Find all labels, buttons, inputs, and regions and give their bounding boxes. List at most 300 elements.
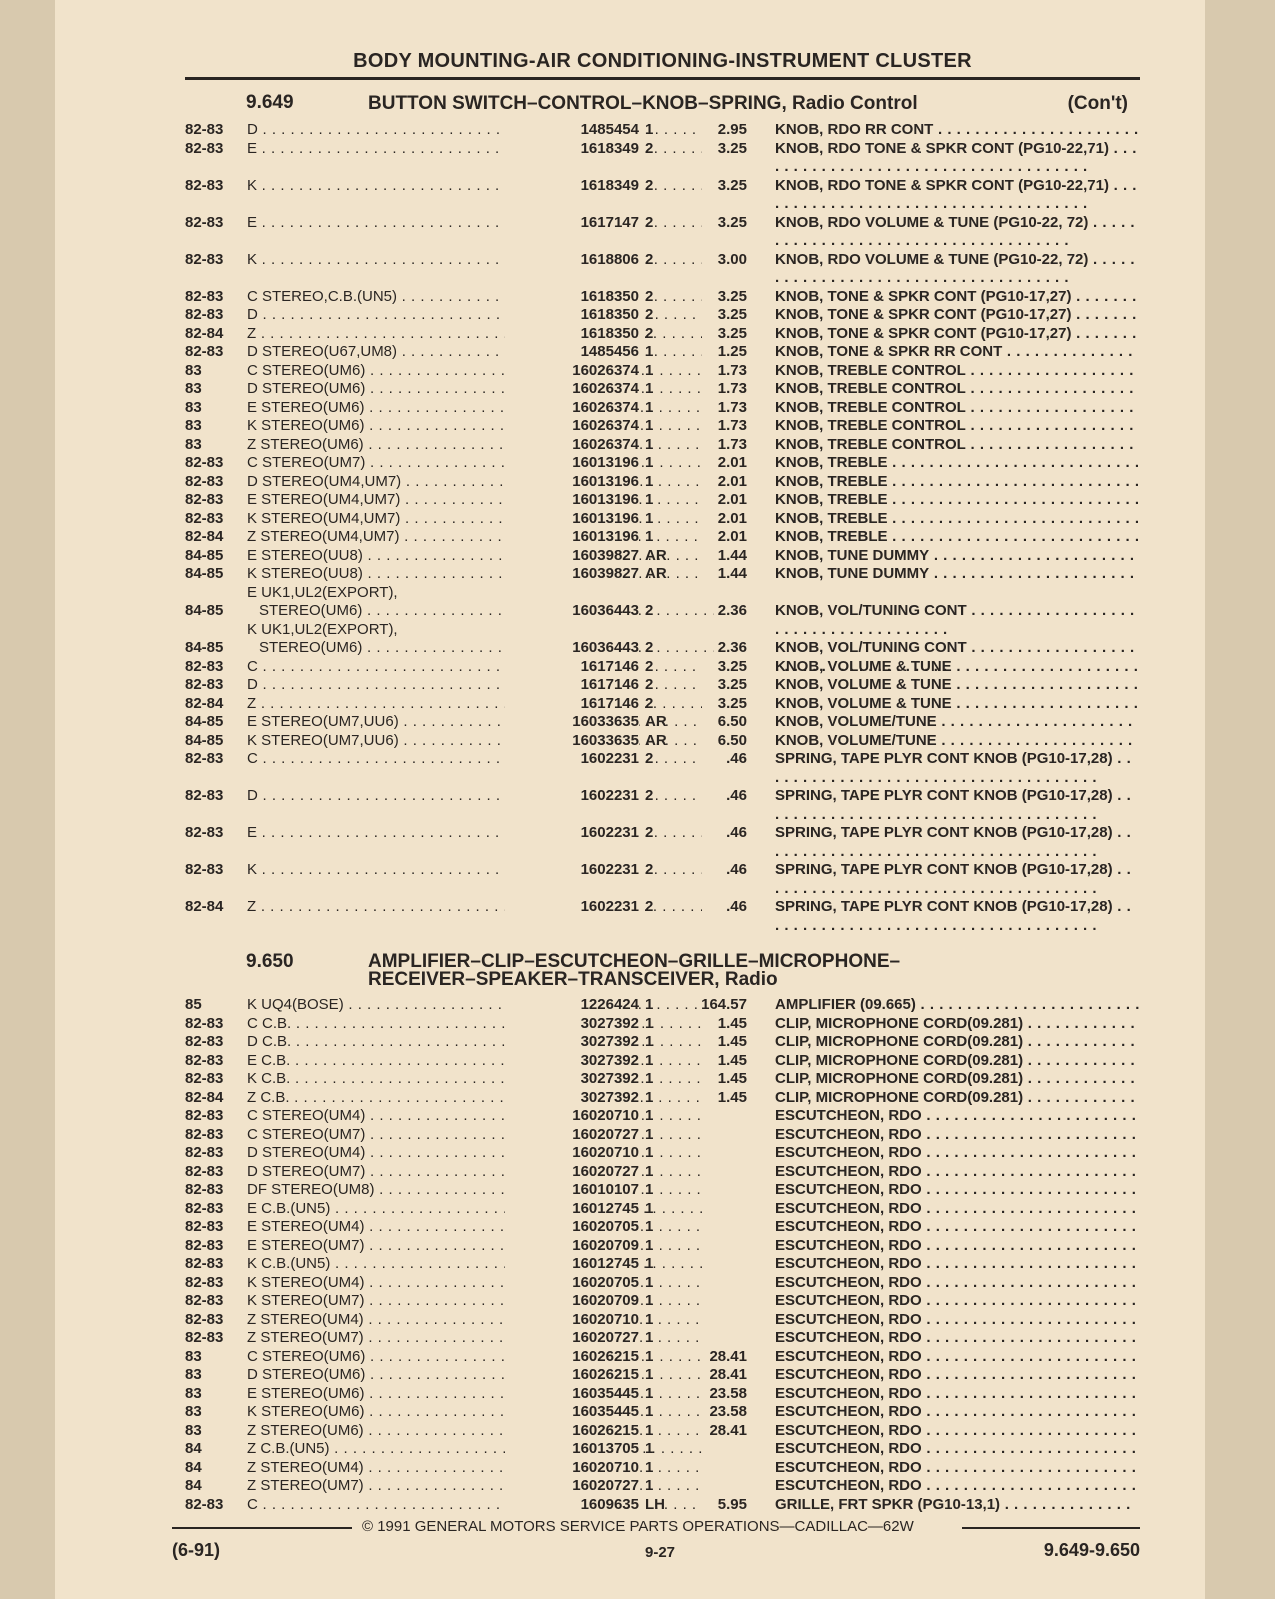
table-row (185, 1385, 1140, 1404)
model-years: 83 (185, 1347, 202, 1365)
footer-rule-left (172, 1527, 352, 1529)
table-row (185, 1477, 1140, 1496)
model-years: 82-83 (185, 824, 224, 841)
description: ESCUTCHEON, RDO . . . (775, 1422, 1140, 1441)
table-row (185, 1181, 1140, 1200)
application: Z STEREO(UM7) . . . (247, 1477, 702, 1496)
price: 2.01 (717, 454, 747, 471)
model-years: 82-83 (185, 1014, 224, 1032)
application: C . . . (247, 1496, 702, 1515)
description: KNOB, RDO VOLUME & TUNE (PG10-22, 72) . . . (775, 214, 1140, 251)
part-number: 16013196 (505, 473, 639, 492)
application: Z STEREO(UM4) . . . (247, 1459, 702, 1478)
application: E STEREO(UM7) . . . (247, 1237, 702, 1256)
price: 164.57 (701, 996, 747, 1013)
part-number: 16013705 (505, 1440, 639, 1459)
price: 3.25 (717, 287, 747, 305)
part-number: 1485454 (505, 121, 639, 140)
part-number: 16035445 (505, 1403, 639, 1422)
table-row (185, 1255, 1140, 1274)
price: 23.58 (709, 1384, 747, 1402)
description: KNOB, TREBLE . . . (775, 473, 1140, 492)
model-years: 83 (185, 361, 202, 379)
application: E STEREO(UM4) . . . (247, 1218, 702, 1237)
price: 1.45 (717, 1070, 747, 1087)
price: 2.36 (717, 602, 747, 619)
part-number: 1226424 (505, 996, 639, 1015)
application: D STEREO(U67,UM8) . . . (247, 343, 702, 362)
part-number: 16026374 (505, 380, 639, 399)
quantity: 2 (645, 657, 654, 675)
quantity: 1 (645, 1107, 654, 1124)
quantity: 1 (645, 1033, 654, 1050)
description: ESCUTCHEON, RDO . . . (775, 1107, 1140, 1126)
application: D STEREO(UM6) . . . (247, 1366, 702, 1385)
price: 28.41 (709, 1347, 747, 1365)
price: 1.45 (717, 1051, 747, 1069)
application: K STEREO(UM6) . . . (247, 1403, 702, 1422)
application: E . . . (247, 140, 702, 159)
description: ESCUTCHEON, RDO . . . (775, 1348, 1140, 1367)
model-years: 83 (185, 398, 202, 416)
table-row (185, 1311, 1140, 1330)
price: 6.50 (717, 713, 747, 730)
application: K UQ4(BOSE) . . . (247, 996, 702, 1015)
description: SPRING, TAPE PLYR CONT KNOB (PG10-17,28) . . . (775, 898, 1140, 935)
application: K C.B. . . . (247, 1070, 702, 1089)
application: Z STEREO(UM4,UM7) . . . (247, 528, 702, 547)
description: SPRING, TAPE PLYR CONT KNOB (PG10-17,28) . . . (775, 750, 1140, 787)
section-number: 9.649 (246, 92, 294, 113)
application: D C.B. . . . (247, 1033, 702, 1052)
application: Z . . . (247, 325, 702, 344)
part-number: 1609635 (505, 1496, 639, 1515)
price: 1.44 (717, 546, 747, 564)
model-years: 83 (185, 380, 202, 397)
application: D STEREO(UM6) . . . (247, 380, 702, 399)
description: ESCUTCHEON, RDO . . . (775, 1237, 1140, 1256)
quantity: 1 (645, 454, 654, 471)
table-row (185, 584, 1140, 621)
table-row (185, 1144, 1140, 1163)
quantity: 2 (645, 824, 654, 841)
model-years: 82-83 (185, 787, 224, 804)
model-years: 82-83 (185, 657, 224, 675)
price: 1.73 (717, 361, 747, 379)
model-years: 82-83 (185, 250, 224, 268)
part-number: 1618350 (505, 325, 639, 344)
table-row (185, 1459, 1140, 1478)
model-years: 82-84 (185, 528, 224, 545)
price: 2.95 (717, 121, 747, 138)
model-years: 82-83 (185, 1495, 224, 1513)
model-years: 82-83 (185, 454, 224, 471)
model-years: 83 (185, 417, 202, 434)
quantity: 1 (645, 1292, 654, 1309)
price: 3.25 (717, 657, 747, 675)
part-number: 1617146 (505, 676, 639, 695)
price: .46 (726, 861, 747, 878)
model-years: 82-83 (185, 1310, 224, 1328)
part-number: 16033635 (505, 732, 639, 751)
price: 1.45 (717, 1033, 747, 1050)
price: 5.95 (717, 1495, 747, 1513)
model-years: 82-83 (185, 1125, 224, 1143)
application: E STEREO(UU8) . . . (247, 547, 702, 566)
quantity: 1 (645, 121, 654, 138)
quantity: 2 (645, 676, 654, 693)
price: 1.45 (717, 1088, 747, 1106)
price: 3.00 (717, 250, 747, 268)
quantity: 1 (645, 1477, 654, 1494)
part-number: 3027392 (505, 1052, 639, 1071)
part-number: 16026374 (505, 436, 639, 455)
model-years: 82-83 (185, 306, 224, 323)
price: 3.25 (717, 676, 747, 693)
description: KNOB, TREBLE . . . (775, 510, 1140, 529)
price: 2.01 (717, 472, 747, 490)
description: ESCUTCHEON, RDO . . . (775, 1329, 1140, 1348)
model-years: 82-84 (185, 324, 224, 342)
quantity: 2 (645, 324, 654, 342)
application: K . . . (247, 251, 702, 270)
price: 3.25 (717, 324, 747, 342)
description: SPRING, TAPE PLYR CONT KNOB (PG10-17,28) . . . (775, 861, 1140, 898)
table-row (185, 1015, 1140, 1034)
part-number: 1618350 (505, 306, 639, 325)
description: CLIP, MICROPHONE CORD(09.281) . . . (775, 1070, 1140, 1089)
model-years: 82-83 (185, 1181, 224, 1198)
model-years: 82-83 (185, 509, 224, 527)
part-number: 16012745 (505, 1200, 639, 1219)
footer-section-range: 9.649-9.650 (1043, 1540, 1140, 1560)
table-row (185, 306, 1140, 325)
application: D STEREO(UM4,UM7) . . . (247, 473, 702, 492)
continued-label: (Con't) (1067, 93, 1128, 114)
price: 1.73 (717, 435, 747, 453)
quantity: 2 (645, 861, 654, 878)
quantity: 2 (645, 694, 654, 712)
part-number: 1617146 (505, 658, 639, 677)
quantity: 2 (645, 898, 654, 915)
table-row (185, 1033, 1140, 1052)
application: K STEREO(UM4) . . . (247, 1274, 702, 1293)
quantity: 1 (645, 1162, 654, 1180)
price: 1.25 (717, 343, 747, 360)
part-number: 16013196 (505, 491, 639, 510)
part-number: 16036443 (505, 602, 639, 621)
part-number: 3027392 (505, 1070, 639, 1089)
quantity: 1 (645, 1458, 654, 1476)
table-row (185, 732, 1140, 751)
part-number: 16026374 (505, 399, 639, 418)
part-number: 1602231 (505, 787, 639, 806)
part-number: 1618349 (505, 140, 639, 159)
model-years: 84-85 (185, 602, 224, 619)
table-row (185, 1070, 1140, 1089)
description: ESCUTCHEON, RDO . . . (775, 1274, 1140, 1293)
application: E C.B. . . . (247, 1052, 702, 1071)
description: KNOB, TUNE DUMMY . . . (775, 547, 1140, 566)
model-years: 84-85 (185, 639, 224, 656)
section-title-text: BUTTON SWITCH–CONTROL–KNOB–SPRING, Radio Control (368, 93, 918, 114)
application: K . . . (247, 177, 702, 196)
quantity: 1 (645, 417, 654, 434)
part-number: 1485456 (505, 343, 639, 362)
application: C STEREO(UM6) . . . (247, 362, 702, 381)
application: Z STEREO(UM7) . . . (247, 1329, 702, 1348)
table-row (185, 695, 1140, 714)
table-row (185, 1348, 1140, 1367)
model-years: 82-83 (185, 1273, 224, 1291)
description: KNOB, TREBLE CONTROL . . . (775, 417, 1140, 436)
quantity: 2 (645, 139, 654, 157)
description: ESCUTCHEON, RDO . . . (775, 1126, 1140, 1145)
model-years: 82-83 (185, 750, 224, 767)
model-years: 82-83 (185, 1070, 224, 1087)
price: 3.25 (717, 213, 747, 231)
model-years: 82-83 (185, 1292, 224, 1309)
table-row (185, 1403, 1140, 1422)
quantity: 1 (645, 1125, 654, 1143)
quantity: 2 (645, 639, 654, 656)
quantity: 2 (645, 250, 654, 268)
table-row (185, 473, 1140, 492)
model-years: 82-83 (185, 121, 224, 138)
model-years: 83 (185, 1403, 202, 1420)
description: KNOB, TREBLE . . . (775, 491, 1140, 510)
parts-table-9650 (185, 996, 1140, 1514)
model-years: 82-83 (185, 139, 224, 157)
application: E STEREO(UM6) . . . (247, 399, 702, 418)
quantity: 1 (645, 509, 654, 527)
table-row (185, 491, 1140, 510)
quantity: 1 (645, 343, 654, 360)
model-years: 83 (185, 1384, 202, 1402)
part-number: 16020727 (505, 1477, 639, 1496)
application: Z STEREO(UM6) . . . (247, 436, 702, 455)
description: KNOB, VOLUME/TUNE . . . (775, 732, 1140, 751)
price: .46 (726, 898, 747, 915)
application: E UK1,UL2(EXPORT), (247, 583, 398, 601)
table-row (185, 1440, 1140, 1459)
part-number: 1618349 (505, 177, 639, 196)
application: K STEREO(UM4,UM7) . . . (247, 510, 702, 529)
application: D . . . (247, 676, 702, 695)
part-number: 16020727 (505, 1163, 639, 1182)
table-row (185, 1200, 1140, 1219)
application: Z C.B. . . . (247, 1089, 702, 1108)
part-number: 16036443 (505, 639, 639, 658)
model-years: 82-84 (185, 694, 224, 712)
footer-rule-right (962, 1527, 1140, 1529)
application: C STEREO(UM7) . . . (247, 1126, 702, 1145)
header-rule (185, 77, 1140, 80)
part-number: 16026215 (505, 1366, 639, 1385)
quantity: 1 (645, 1366, 654, 1383)
price: 6.50 (717, 731, 747, 749)
application: Z C.B.(UN5) . . . (247, 1440, 702, 1459)
model-years: 82-83 (185, 1162, 224, 1180)
part-number: 3027392 (505, 1033, 639, 1052)
quantity: 1 (645, 1014, 654, 1032)
table-row (185, 1089, 1140, 1108)
quantity: 1 (645, 1181, 654, 1198)
table-row (185, 362, 1140, 381)
price: 1.44 (717, 565, 747, 582)
part-number: 16035445 (505, 1385, 639, 1404)
table-row (185, 177, 1140, 214)
description: KNOB, VOLUME & TUNE . . . (775, 658, 1140, 677)
description: ESCUTCHEON, RDO . . . (775, 1440, 1140, 1459)
description: KNOB, VOLUME & TUNE . . . (775, 676, 1140, 695)
description: ESCUTCHEON, RDO . . . (775, 1403, 1140, 1422)
description: ESCUTCHEON, RDO . . . (775, 1366, 1140, 1385)
quantity: 2 (645, 176, 654, 194)
description: KNOB, TREBLE CONTROL . . . (775, 362, 1140, 381)
quantity: 1 (645, 1440, 654, 1457)
description: ESCUTCHEON, RDO . . . (775, 1181, 1140, 1200)
application: K STEREO(UM7) . . . (247, 1292, 702, 1311)
part-number: 16012745 (505, 1255, 639, 1274)
table-row (185, 1292, 1140, 1311)
application: Z . . . (247, 898, 702, 917)
quantity: LH (645, 1495, 665, 1513)
model-years: 82-83 (185, 1218, 224, 1235)
table-row (185, 565, 1140, 584)
part-number: 1617146 (505, 695, 639, 714)
model-years: 83 (185, 1366, 202, 1383)
table-row (185, 824, 1140, 861)
quantity: 1 (645, 435, 654, 453)
quantity: 2 (645, 287, 654, 305)
model-years: 82-83 (185, 1033, 224, 1050)
quantity: 1 (645, 996, 654, 1013)
part-number: 16020705 (505, 1218, 639, 1237)
table-row (185, 676, 1140, 695)
model-years: 82-83 (185, 1329, 224, 1346)
description: KNOB, RDO RR CONT . . . (775, 121, 1140, 140)
application: K C.B.(UN5) . . . (247, 1255, 702, 1274)
quantity: 1 (645, 380, 654, 397)
price: 2.01 (717, 528, 747, 545)
price: 3.25 (717, 306, 747, 323)
table-row (185, 454, 1140, 473)
description: KNOB, VOL/TUNING CONT . . . (775, 602, 1140, 639)
application: K . . . (247, 861, 702, 880)
part-number: 16020710 (505, 1144, 639, 1163)
part-number: 16026374 (505, 417, 639, 436)
part-number: 1617147 (505, 214, 639, 233)
quantity: 1 (645, 1273, 654, 1291)
table-row (185, 121, 1140, 140)
quantity: 1 (645, 1218, 654, 1235)
model-years: 83 (185, 1421, 202, 1439)
table-row (185, 399, 1140, 418)
application: D STEREO(UM4) . . . (247, 1144, 702, 1163)
description: SPRING, TAPE PLYR CONT KNOB (PG10-17,28) . . . (775, 824, 1140, 861)
part-number: 16026374 (505, 362, 639, 381)
application: K UK1,UL2(EXPORT), (247, 620, 398, 638)
table-row (185, 417, 1140, 436)
part-number: 16020727 (505, 1126, 639, 1145)
quantity: 1 (645, 1421, 654, 1439)
description: KNOB, TREBLE CONTROL . . . (775, 380, 1140, 399)
part-number: 16039827 (505, 547, 639, 566)
model-years: 84 (185, 1477, 202, 1494)
application: C C.B. . . . (247, 1015, 702, 1034)
price: .46 (726, 787, 747, 804)
part-number: 1618350 (505, 288, 639, 307)
application: Z . . . (247, 695, 702, 714)
part-number: 16020710 (505, 1107, 639, 1126)
description: KNOB, TONE & SPKR RR CONT . . . (775, 343, 1140, 362)
table-row (185, 1218, 1140, 1237)
application: E . . . (247, 214, 702, 233)
table-row (185, 1126, 1140, 1145)
quantity: 1 (645, 528, 654, 545)
section-number: 9.650 (246, 951, 294, 972)
model-years: 82-83 (185, 1051, 224, 1069)
quantity: 1 (645, 398, 654, 416)
description: ESCUTCHEON, RDO . . . (775, 1459, 1140, 1478)
part-number: 16020710 (505, 1311, 639, 1330)
quantity: 2 (645, 306, 654, 323)
model-years: 85 (185, 996, 202, 1013)
model-years: 82-83 (185, 1199, 224, 1217)
description: KNOB, RDO TONE & SPKR CONT (PG10-22,71) . . . (775, 177, 1140, 214)
model-years: 82-84 (185, 1088, 224, 1106)
description: KNOB, TONE & SPKR CONT (PG10-17,27) . . . (775, 325, 1140, 344)
model-years: 82-83 (185, 491, 224, 508)
part-number: 1602231 (505, 824, 639, 843)
part-number: 16020709 (505, 1292, 639, 1311)
description: ESCUTCHEON, RDO . . . (775, 1163, 1140, 1182)
quantity: 1 (645, 1310, 654, 1328)
model-years: 82-83 (185, 1255, 224, 1272)
description: KNOB, VOLUME & TUNE . . . (775, 695, 1140, 714)
model-years: 82-83 (185, 1144, 224, 1161)
application: E STEREO(UM4,UM7) . . . (247, 491, 702, 510)
part-number: 16010107 (505, 1181, 639, 1200)
description: KNOB, TREBLE . . . (775, 454, 1140, 473)
table-row (185, 214, 1140, 251)
table-row (185, 251, 1140, 288)
model-years: 84-85 (185, 731, 224, 749)
application: D . . . (247, 306, 702, 325)
model-years: 82-83 (185, 861, 224, 878)
table-row (185, 436, 1140, 455)
part-number: 16026215 (505, 1348, 639, 1367)
quantity: 1 (645, 1236, 654, 1254)
page-header: BODY MOUNTING-AIR CONDITIONING-INSTRUMENT CLUSTER (353, 50, 972, 72)
table-row (185, 861, 1140, 898)
footer-date: (6-91) (172, 1540, 221, 1560)
model-years: 82-84 (185, 898, 224, 915)
description: ESCUTCHEON, RDO . . . (775, 1200, 1140, 1219)
application: Z STEREO(UM4) . . . (247, 1311, 702, 1330)
table-row (185, 528, 1140, 547)
description: KNOB, VOL/TUNING CONT . . . (775, 639, 1140, 676)
quantity: AR (645, 731, 667, 749)
part-number: 1602231 (505, 861, 639, 880)
description: KNOB, VOLUME/TUNE . . . (775, 713, 1140, 732)
part-number: 1602231 (505, 750, 639, 769)
model-years: 82-83 (185, 287, 224, 305)
quantity: 1 (645, 1329, 654, 1346)
part-number: 16033635 (505, 713, 639, 732)
table-row (185, 343, 1140, 362)
